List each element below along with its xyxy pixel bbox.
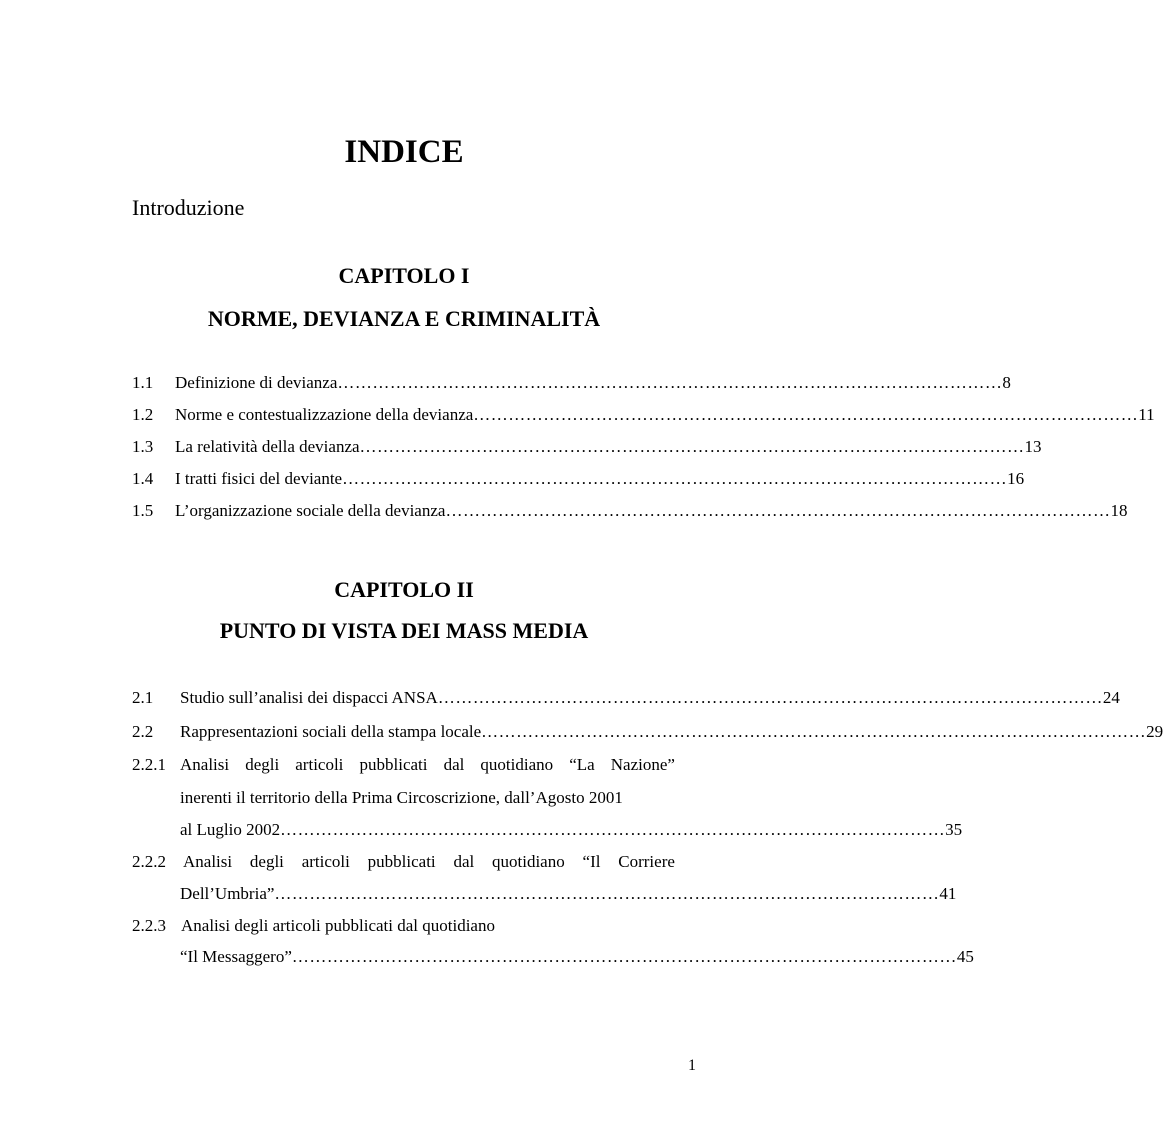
page-number: 1 [688,1057,696,1074]
entry-number: 1.3 [132,437,154,456]
entry-label: Definizione di devianza [175,373,338,392]
entry-label-line-1: Analisi degli articoli pubblicati dal quotidiano [181,916,495,935]
label-word: degli [249,852,284,871]
entry-page: 16 [1007,469,1025,488]
page-title: INDICE [344,134,464,170]
label-word: degli [245,755,280,774]
label-word: dal [443,755,465,774]
leader-dots: …………………………………………………………………………………………………… [359,437,1025,456]
label-word: pubblicati [359,755,428,774]
label-word: dal [453,852,475,871]
entry-label-line-2: Dell’Umbria” [180,884,275,903]
label-word: quotidiano [480,755,554,774]
label-word: Analisi [183,852,233,871]
leader-dots: …………………………………………………………………………………………………… [342,469,1008,488]
entry-page: 13 [1024,437,1042,456]
label-word: pubblicati [367,852,436,871]
leader-dots: …………………………………………………………………………………………………… [280,820,946,839]
leader-dots: …………………………………………………………………………………………………… [437,688,1103,707]
label-word: “La [569,755,595,774]
chapter-2-subheading: PUNTO DI VISTA DEI MASS MEDIA [219,618,589,643]
label-word: articoli [295,755,344,774]
entry-label-line-2: “Il Messaggero” [180,947,292,966]
entry-label: Norme e contestualizzazione della devianza [175,405,474,424]
entry-number: 2.2.3 [132,916,166,935]
label-word: Nazione” [610,755,675,774]
leader-dots: …………………………………………………………………………………………………… [473,405,1139,424]
entry-number: 1.4 [132,469,154,488]
leader-dots: …………………………………………………………………………………………………… [445,501,1111,520]
chapter-2-heading: CAPITOLO II [334,577,474,602]
label-word: Analisi [180,755,230,774]
entry-page: 35 [945,820,963,839]
entry-label-line-1 [180,755,675,775]
entry-page: 18 [1110,501,1128,520]
entry-number: 1.5 [132,501,154,520]
entry-page: 45 [956,947,974,966]
label-word: Corriere [618,852,675,871]
entry-number: 1.2 [132,405,154,424]
entry-label: Rappresentazioni sociali della stampa locale [180,722,482,741]
leader-dots: …………………………………………………………………………………………………… [274,884,940,903]
entry-label: I tratti fisici del deviante [175,469,343,488]
leader-dots: …………………………………………………………………………………………………… [337,373,1003,392]
label-word: articoli [301,852,350,871]
leader-dots: …………………………………………………………………………………………………… [481,722,1147,741]
leader-dots: …………………………………………………………………………………………………… [291,947,957,966]
entry-number: 2.2.1 [132,755,166,774]
entry-label-line-1 [183,852,675,872]
entry-label: Studio sull’analisi dei dispacci ANSA [180,688,438,707]
entry-number: 2.2 [132,722,154,741]
label-word: “Il [582,852,601,871]
entry-label-line-3: al Luglio 2002 [180,820,281,839]
entry-number: 2.2.2 [132,852,166,871]
entry-page: 8 [1002,373,1011,392]
chapter-1-heading: CAPITOLO I [338,263,470,288]
label-word: quotidiano [492,852,565,871]
entry-label: L’organizzazione sociale della devianza [175,501,446,520]
chapter-1-subheading: NORME, DEVIANZA E CRIMINALITÀ [207,306,601,331]
entry-page: 29 [1146,722,1163,741]
intro-entry: Introduzione [132,195,245,220]
entry-number: 2.1 [132,688,154,707]
entry-page: 11 [1138,405,1155,424]
entry-page: 24 [1102,688,1120,707]
entry-label-line-2: inerenti il territorio della Prima Circoscrizione, dall’Agosto 2001 [180,788,623,807]
entry-label: La relatività della devianza [175,437,360,456]
entry-page: 41 [939,884,957,903]
entry-number: 1.1 [132,373,154,392]
